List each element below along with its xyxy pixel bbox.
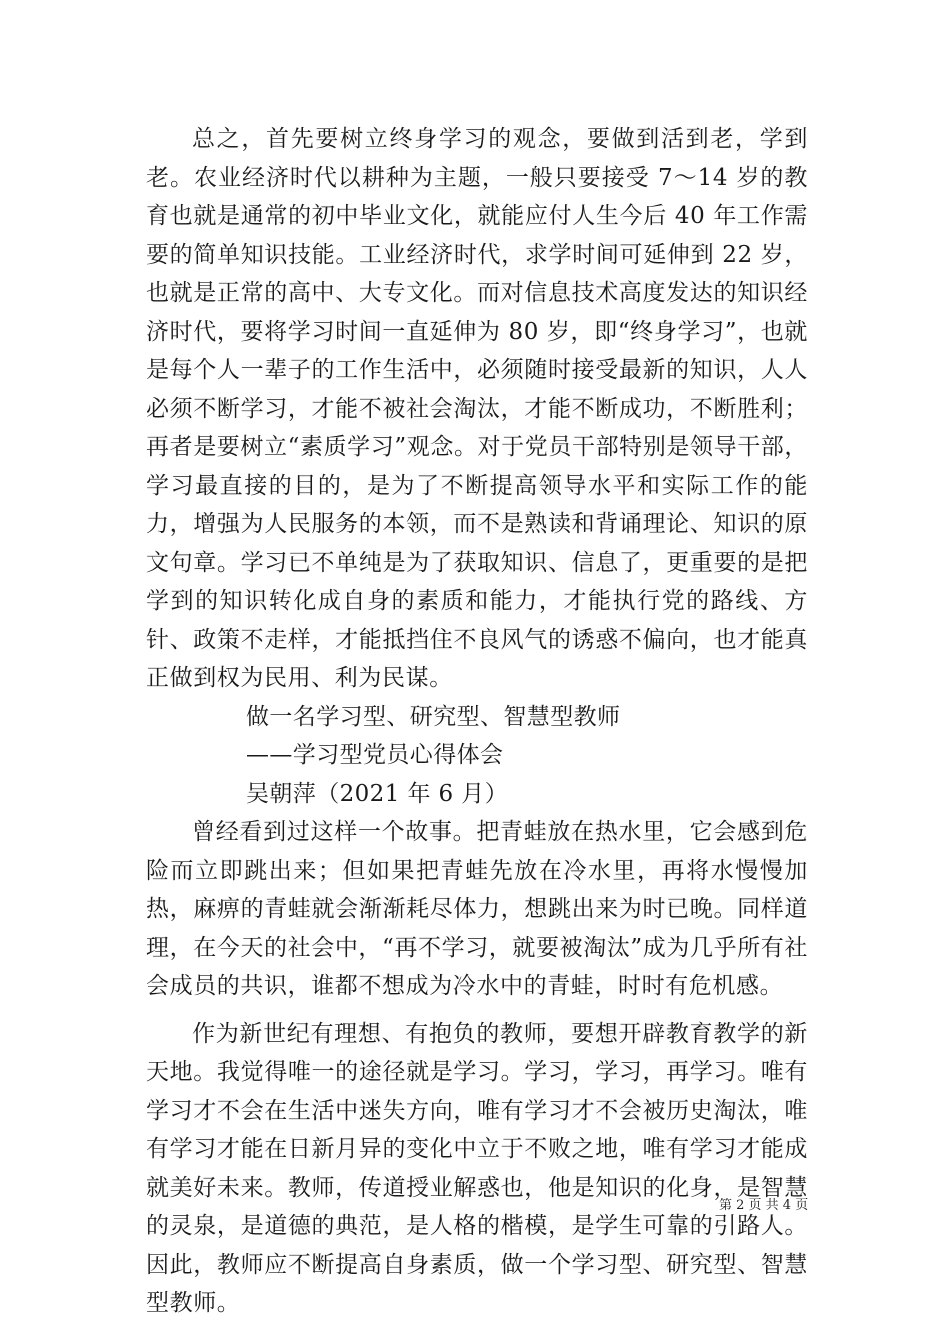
paragraph-gap (146, 1006, 808, 1015)
paragraph-lifelong-learning: 总之，首先要树立终身学习的观念，要做到活到老，学到老。农业经济时代以耕种为主题，一般只要接受 7～14 岁的教育也就是通常的初中毕业文化，就能应付人生今后 40 年工作需要的简单知识技能。工业经济时代，求学时间可延伸到 22 岁，也就是正常的高中、大专文化。而对信息技术高度发达的知识经济时代，要将学习时间一直延伸为 80 岁，即“终身学习”，也就是每个人一辈子的工作生活中，必须随时接受最新的知识，人人必须不断学习，才能不被社会淘汰，才能不断成功，不断胜利；再者是要树立“素质学习”观念。对于党员干部特别是领导干部，学习最直接的目的，是为了不断提高领导水平和实际工作的能力，增强为人民服务的本领，而不是熟读和背诵理论、知识的原文句章。学习已不单纯是为了获取知识、信息了，更重要的是把学到的知识转化成自身的素质和能力，才能执行党的路线、方针、政策不走样，才能抵挡住不良风气的诱惑不偏向，也才能真正做到权为民用、利为民谋。 (146, 126, 808, 691)
paragraph-frog-story: 曾经看到过这样一个故事。把青蛙放在热水里，它会感到危险而立即跳出来；但如果把青蛙先放在冷水里，再将水慢慢加热，麻痹的青蛙就会渐渐耗尽体力，想跳出来为时已晚。同样道理，在今天的社会中，“再不学习，就要被淘汰”成为几乎所有社会成员的共识，谁都不想成为冷水中的青蛙，时时有危机感。 (146, 819, 808, 999)
paragraph-teacher: 作为新世纪有理想、有抱负的教师，要想开辟教育教学的新天地。我觉得唯一的途径就是学习。学习，学习，再学习。唯有学习才不会在生活中迷失方向，唯有学习才不会被历史淘汰，唯有学习才能在日新月异的变化中立于不败之地，唯有学习才能成就美好未来。教师，传道授业解惑也，他是知识的化身，是智慧的灵泉，是道德的典范，是人格的楷模，是学生可靠的引路人。因此，教师应不断提高自身素质，做一个学习型、研究型、智慧型教师。 (146, 1020, 808, 1316)
document-body (146, 120, 808, 1323)
article-title: 做一名学习型、研究型、智慧型教师 (246, 703, 621, 730)
page-number: 第 2 页 共 4 页 (719, 1198, 809, 1213)
article-byline: 吴朝萍（2021 年 6 月） (246, 780, 509, 807)
article-subtitle: ——学习型党员心得体会 (246, 742, 504, 768)
